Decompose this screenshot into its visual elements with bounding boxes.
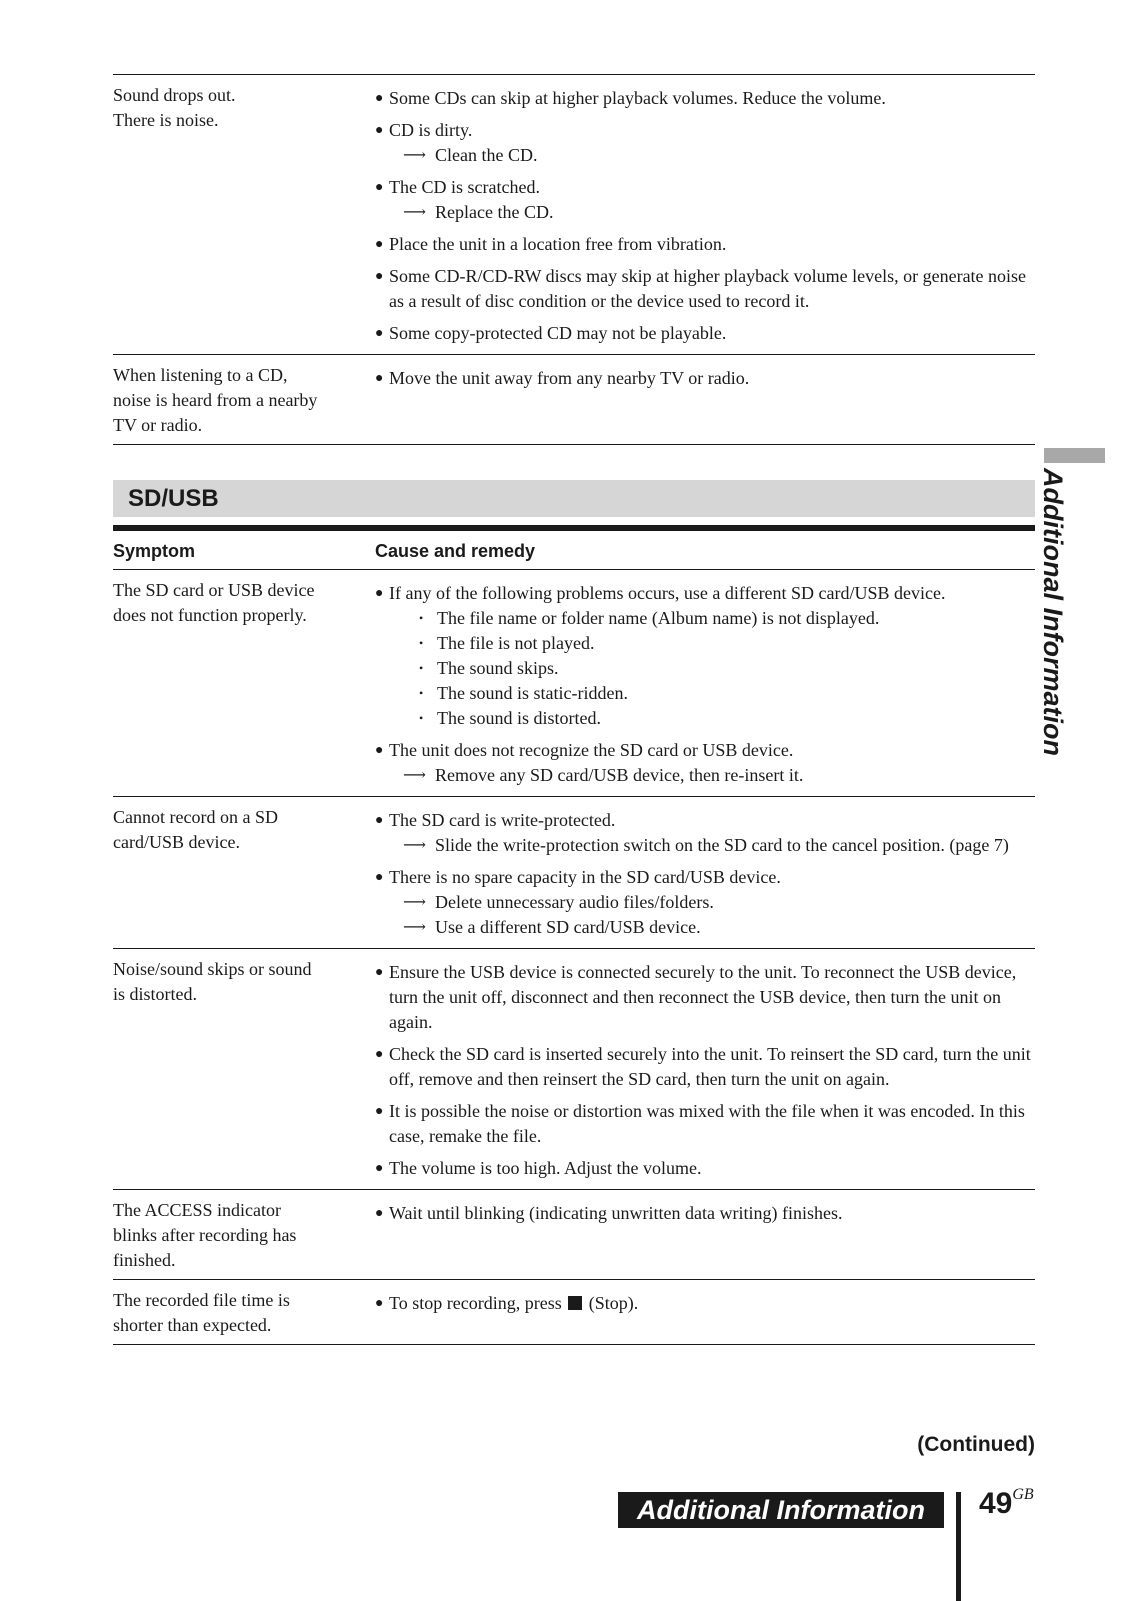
bullet-icon: ● xyxy=(375,965,384,980)
list-item-text: The sound is static-ridden. xyxy=(437,683,628,703)
cause-item xyxy=(375,232,1035,257)
remedy-cell xyxy=(375,1190,1035,1279)
page-number xyxy=(979,1486,1034,1521)
bullet-icon: ● xyxy=(375,1161,384,1176)
dot-icon: • xyxy=(419,636,424,650)
remedy-line xyxy=(389,763,1035,788)
list-item xyxy=(389,606,1035,631)
cause-item xyxy=(375,1156,1035,1181)
bullet-icon: ● xyxy=(375,586,384,601)
cd-troubleshooting-table xyxy=(113,74,1035,445)
symptom-cell: The ACCESS indicator blinks after recording has finished. xyxy=(113,1200,297,1270)
cause-item xyxy=(375,321,1035,346)
symptom-cell: Sound drops out. There is noise. xyxy=(113,85,236,130)
page-number-value: 49 xyxy=(979,1487,1013,1520)
list-item-text: The file name or folder name (Album name) is not displayed. xyxy=(437,608,880,628)
remedy-cell xyxy=(375,797,1035,948)
table-row xyxy=(113,570,1035,796)
bullet-icon: ● xyxy=(375,1206,384,1221)
page-number-suffix: GB xyxy=(1012,1486,1034,1503)
page-content xyxy=(113,0,1035,1345)
remedy-line xyxy=(389,890,1035,915)
cause-item xyxy=(375,264,1035,314)
remedy-line xyxy=(389,915,1035,940)
bullet-icon: ● xyxy=(375,326,384,341)
arrow-right-icon: ⟶ xyxy=(403,767,426,784)
arrow-right-icon: ⟶ xyxy=(403,147,426,164)
cause-text: Wait until blinking (indicating unwritten data writing) finishes. xyxy=(389,1203,843,1223)
cause-text: Place the unit in a location free from vibration. xyxy=(389,234,727,254)
bullet-icon: ● xyxy=(375,180,384,195)
bullet-icon: ● xyxy=(375,743,384,758)
remedy-cell xyxy=(375,355,1035,444)
cause-item xyxy=(375,118,1035,168)
remedy-cell xyxy=(375,949,1035,1189)
cause-text: To stop recording, press xyxy=(389,1293,562,1313)
table-row xyxy=(113,74,1035,354)
bullet-icon: ● xyxy=(375,269,384,284)
stop-square-icon xyxy=(568,1296,582,1310)
cause-text: Move the unit away from any nearby TV or radio. xyxy=(389,368,750,388)
bullet-icon: ● xyxy=(375,237,384,252)
cause-item xyxy=(375,366,1035,391)
list-item-text: The file is not played. xyxy=(437,633,595,653)
bullet-icon: ● xyxy=(375,870,384,885)
footer-divider xyxy=(956,1492,961,1601)
list-item xyxy=(389,631,1035,656)
remedy-cell xyxy=(375,75,1035,354)
cause-text: Some CDs can skip at higher playback volumes. Reduce the volume. xyxy=(389,88,886,108)
symptom-cell: The SD card or USB device does not function properly. xyxy=(113,580,315,625)
arrow-right-icon: ⟶ xyxy=(403,204,426,221)
list-item-text: The sound is distorted. xyxy=(437,708,601,728)
bullet-icon: ● xyxy=(375,91,384,106)
remedy-line xyxy=(389,200,1035,225)
cause-text: Ensure the USB device is connected securely to the unit. To reconnect the USB device, turn the unit off, disconnect and then reconnect the USB device, then turn the unit on again. xyxy=(389,962,1017,1032)
table-row xyxy=(113,354,1035,445)
cause-text: The volume is too high. Adjust the volume. xyxy=(389,1158,702,1178)
cause-item xyxy=(375,808,1035,858)
cause-item xyxy=(375,1201,1035,1226)
cause-item xyxy=(375,1042,1035,1092)
remedy-line xyxy=(389,143,1035,168)
remedy-cell xyxy=(375,1280,1035,1344)
cause-item xyxy=(375,86,1035,111)
side-section-label: Additional Information xyxy=(1038,468,1068,756)
symptom-cell: When listening to a CD, noise is heard from a nearby TV or radio. xyxy=(113,365,318,435)
remedy-text: Replace the CD. xyxy=(435,202,554,222)
remedy-text: Delete unnecessary audio files/folders. xyxy=(435,892,714,912)
column-header-symptom: Symptom xyxy=(113,541,196,561)
column-header-cause: Cause and remedy xyxy=(375,541,536,561)
remedy-text: Clean the CD. xyxy=(435,145,538,165)
dot-icon: • xyxy=(419,686,424,700)
bullet-icon: ● xyxy=(375,1047,384,1062)
table-header xyxy=(113,531,1035,570)
cause-text: There is no spare capacity in the SD card/USB device. xyxy=(389,867,781,887)
cause-item xyxy=(375,1099,1035,1149)
dot-icon: • xyxy=(419,711,424,725)
table-row xyxy=(113,796,1035,948)
symptom-cell: The recorded file time is shorter than expected. xyxy=(113,1290,290,1335)
cause-text: It is possible the noise or distortion was mixed with the file when it was encoded. In this case, remake the file. xyxy=(389,1101,1025,1146)
section-title: SD/USB xyxy=(113,480,1035,517)
cause-text: Some CD-R/CD-RW discs may skip at higher playback volume levels, or generate noise as a result of disc condition or the device used to record it. xyxy=(389,266,1027,311)
bullet-icon: ● xyxy=(375,1296,384,1311)
table-row xyxy=(113,1189,1035,1279)
remedy-text: Use a different SD card/USB device. xyxy=(435,917,701,937)
symptom-cell: Cannot record on a SD card/USB device. xyxy=(113,807,278,852)
continued-label: (Continued) xyxy=(917,1433,1035,1456)
cause-item xyxy=(375,738,1035,788)
dot-icon: • xyxy=(419,611,424,625)
cause-item xyxy=(375,581,1035,731)
list-item xyxy=(389,656,1035,681)
cause-text: (Stop). xyxy=(588,1293,639,1313)
remedy-text: Remove any SD card/USB device, then re-insert it. xyxy=(435,765,804,785)
list-item xyxy=(389,706,1035,731)
table-row xyxy=(113,948,1035,1189)
table-row xyxy=(113,1279,1035,1345)
cause-item xyxy=(375,960,1035,1035)
cause-text: If any of the following problems occurs, use a different SD card/USB device. xyxy=(389,583,946,603)
cause-text: The CD is scratched. xyxy=(389,177,540,197)
cause-item xyxy=(375,1291,1035,1316)
list-item xyxy=(389,681,1035,706)
cause-text: The unit does not recognize the SD card or USB device. xyxy=(389,740,794,760)
bullet-icon: ● xyxy=(375,813,384,828)
dot-icon: • xyxy=(419,661,424,675)
cause-text: CD is dirty. xyxy=(389,120,473,140)
cause-item xyxy=(375,175,1035,225)
remedy-text: Slide the write-protection switch on the SD card to the cancel position. (page 7) xyxy=(435,835,1009,855)
remedy-line xyxy=(389,833,1035,858)
arrow-right-icon: ⟶ xyxy=(403,919,426,936)
bullet-icon: ● xyxy=(375,123,384,138)
bullet-icon: ● xyxy=(375,371,384,386)
symptom-cell: Noise/sound skips or sound is distorted. xyxy=(113,959,312,1004)
cause-text: The SD card is write-protected. xyxy=(389,810,616,830)
footer-section-label: Additional Information xyxy=(618,1492,944,1528)
side-tab-marker xyxy=(1044,448,1105,463)
list-item-text: The sound skips. xyxy=(437,658,559,678)
arrow-right-icon: ⟶ xyxy=(403,894,426,911)
remedy-cell xyxy=(375,570,1035,796)
sd-usb-troubleshooting-table xyxy=(113,570,1035,1345)
cause-text: Some copy-protected CD may not be playable. xyxy=(389,323,727,343)
cause-text: Check the SD card is inserted securely into the unit. To reinsert the SD card, turn the unit off, remove and then reinsert the SD card, then turn the unit on again. xyxy=(389,1044,1031,1089)
cause-item xyxy=(375,865,1035,940)
arrow-right-icon: ⟶ xyxy=(403,837,426,854)
bullet-icon: ● xyxy=(375,1104,384,1119)
